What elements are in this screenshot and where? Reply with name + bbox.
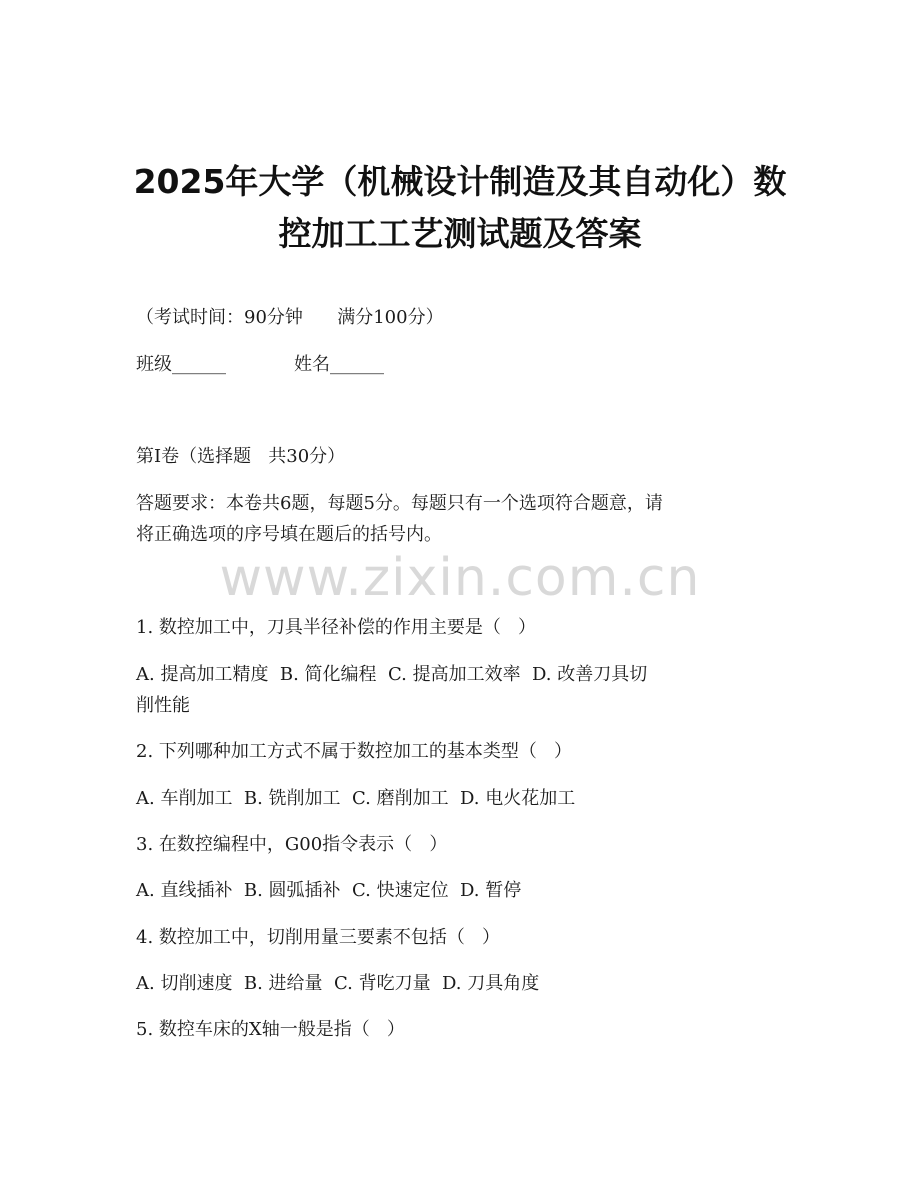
question-2-stem: 2. 下列哪种加工方式不属于数控加工的基本类型（ ） (136, 741, 573, 762)
name-field: 姓名______ (294, 354, 384, 375)
section-instructions-line-2: 将正确选项的序号填在题后的括号内。 (136, 524, 442, 545)
question-3-stem: 3. 在数控编程中，G00指令表示（ ） (136, 834, 448, 855)
section-instructions-line-1: 答题要求：本卷共6题，每题5分。每题只有一个选项符合题意，请 (136, 493, 663, 514)
watermark: www.zixin.com.cn (219, 548, 701, 608)
question-4-stem: 4. 数控加工中，切削用量三要素不包括（ ） (136, 927, 501, 948)
class-field: 班级______ (136, 354, 226, 375)
question-1-options-line-2: 削性能 (136, 695, 190, 716)
exam-info: （考试时间：90分钟 满分100分） (136, 307, 444, 328)
question-1-stem: 1. 数控加工中，刀具半径补偿的作用主要是（ ） (136, 617, 537, 638)
section-heading: 第I卷（选择题 共30分） (136, 446, 346, 467)
document-title-line-1: 2025年大学（机械设计制造及其自动化）数 (133, 162, 787, 201)
question-1-options-line-1: A. 提高加工精度 B. 简化编程 C. 提高加工效率 D. 改善刀具切 (136, 664, 648, 685)
document-title-line-2: 控加工工艺测试题及答案 (278, 214, 642, 253)
question-5-stem: 5. 数控车床的X轴一般是指（ ） (136, 1019, 405, 1040)
question-3-options: A. 直线插补 B. 圆弧插补 C. 快速定位 D. 暂停 (136, 880, 522, 901)
question-2-options: A. 车削加工 B. 铣削加工 C. 磨削加工 D. 电火花加工 (136, 788, 576, 809)
question-4-options: A. 切削速度 B. 进给量 C. 背吃刀量 D. 刀具角度 (136, 973, 540, 994)
